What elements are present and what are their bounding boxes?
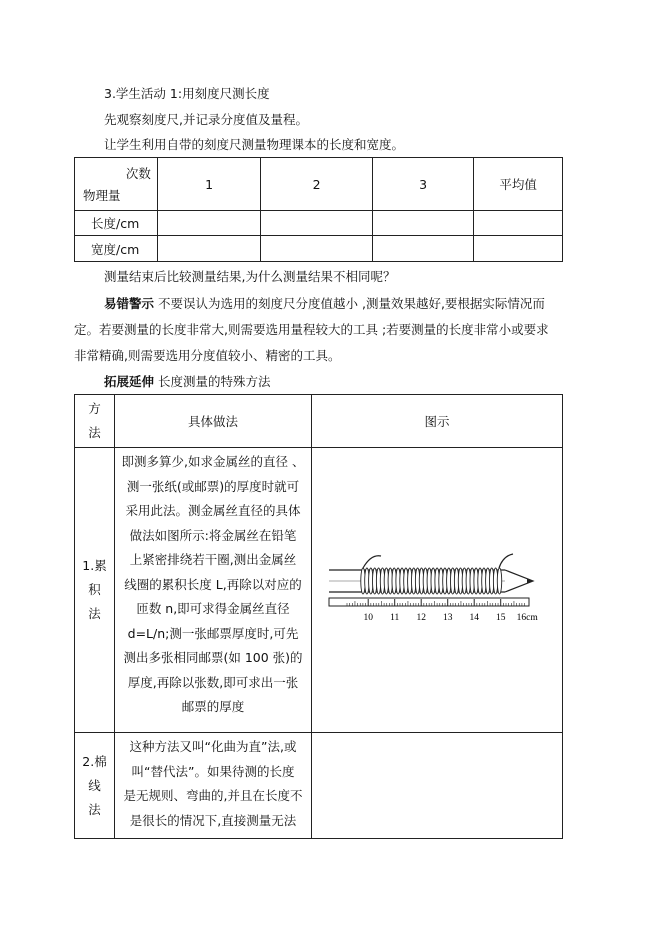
extension-label: 拓展延伸	[104, 374, 155, 389]
desc-line: 匝数 n,即可求得金属丝直径	[136, 601, 290, 616]
header-figure: 图示	[312, 395, 563, 448]
method-accumulation-line-3: 法	[88, 606, 101, 621]
header-method	[75, 395, 115, 448]
warning-label: 易错警示	[104, 296, 155, 311]
corner-header-cell	[75, 158, 158, 211]
header-procedure: 具体做法	[115, 395, 312, 448]
length-cell-2	[261, 211, 372, 236]
extension-text: 长度测量的特殊方法	[158, 374, 271, 389]
method-cotton-line-3: 法	[88, 801, 101, 817]
desc-line: 是无规则、弯曲的,并且在长度不	[123, 788, 303, 803]
desc-line: 厚度,再除以张数,即可求出一张	[127, 674, 299, 690]
ruler-tick-label: 16cm	[516, 613, 538, 623]
extension-line	[104, 374, 271, 390]
header-trial-1: 1	[157, 158, 261, 211]
method-cotton-line-2: 线	[88, 777, 101, 793]
warning-line-1	[104, 296, 545, 312]
pencil-wire-ruler-figure	[327, 550, 547, 630]
desc-line: 叫“替代法”。如果待测的长度	[131, 763, 295, 779]
ruler-tick-label: 14	[469, 613, 479, 623]
ruler-icon	[329, 598, 529, 606]
section-title: 3.学生活动 1:用刻度尺测长度	[104, 86, 270, 101]
procedure-cotton-thread	[115, 733, 312, 839]
ruler-tick-label: 13	[442, 613, 453, 623]
warning-text-1: 不要误认为选用的刻度尺分度值越小 ,测量效果越好,要根据实际情况而	[158, 296, 545, 311]
warning-line-3: 非常精确,则需要选用分度值较小、精密的工具。	[74, 348, 341, 363]
special-methods-table	[74, 394, 563, 839]
paragraph-measure: 让学生利用自带的刻度尺测量物理课本的长度和宽度。	[104, 137, 405, 152]
header-average: 平均值	[474, 158, 563, 211]
method-accumulation-line-2: 积	[88, 582, 101, 597]
desc-line: 邮票的厚度	[181, 699, 245, 714]
desc-line: 这种方法又叫“化曲为直”法,或	[129, 739, 297, 754]
paragraph-compare: 测量结束后比较测量结果,为什么测量结果不相同呢？	[104, 269, 396, 284]
method-accumulation	[75, 448, 115, 733]
ruler-tick-label: 12	[416, 613, 426, 623]
desc-line: 是很长的情况下,直接测量无法	[129, 812, 297, 828]
header-trial-3: 3	[372, 158, 474, 211]
desc-line: 即测多算少,如求金属丝的直径 、	[121, 454, 305, 469]
figure-cell-empty	[312, 733, 563, 839]
paragraph-observe: 先观察刻度尺,并记录分度值及量程。	[104, 112, 308, 127]
wire-coil-icon	[361, 554, 513, 594]
row-label-length: 长度/cm	[75, 211, 158, 236]
header-method-line-1: 方	[88, 401, 101, 416]
desc-line: 上紧密排绕若干圈,测出金属丝	[129, 552, 297, 567]
desc-line: d=L/n;测一张邮票厚度时,可先	[127, 625, 299, 641]
ruler-tick-label: 10	[363, 613, 373, 623]
header-trial-2: 2	[261, 158, 372, 211]
width-cell-3	[372, 236, 474, 262]
ruler-tick-label: 11	[390, 613, 400, 623]
ruler-tick-label: 15	[495, 613, 506, 623]
corner-label-quantity: 物理量	[83, 188, 121, 203]
width-cell-average	[474, 236, 563, 262]
width-cell-1	[157, 236, 261, 262]
desc-line: 做法如图所示:将金属丝在铅笔	[129, 527, 297, 543]
length-cell-average	[474, 211, 563, 236]
measurement-table	[74, 157, 563, 262]
desc-line: 采用此法。测金属丝直径的具体	[125, 503, 301, 518]
desc-line: 测一张纸(或邮票)的厚度时就可	[126, 478, 300, 494]
figure-cell	[312, 448, 563, 733]
header-method-line-2: 法	[88, 425, 101, 440]
corner-label-times: 次数	[125, 166, 151, 181]
desc-line: 测出多张相同邮票(如 100 张)的	[123, 650, 303, 665]
desc-line: 线圈的累积长度 L,再除以对应的	[124, 576, 302, 592]
method-cotton-thread	[75, 733, 115, 839]
length-cell-1	[157, 211, 261, 236]
width-cell-2	[261, 236, 372, 262]
method-cotton-line-1: 2.棉	[82, 753, 107, 769]
method-accumulation-line-1: 1.累	[82, 558, 107, 573]
length-cell-3	[372, 211, 474, 236]
row-label-width: 宽度/cm	[75, 236, 158, 262]
warning-line-2: 定。若要测量的长度非常大,则需要选用量程较大的工具 ;若要测量的长度非常小或要求	[74, 322, 549, 337]
procedure-accumulation	[115, 448, 312, 733]
